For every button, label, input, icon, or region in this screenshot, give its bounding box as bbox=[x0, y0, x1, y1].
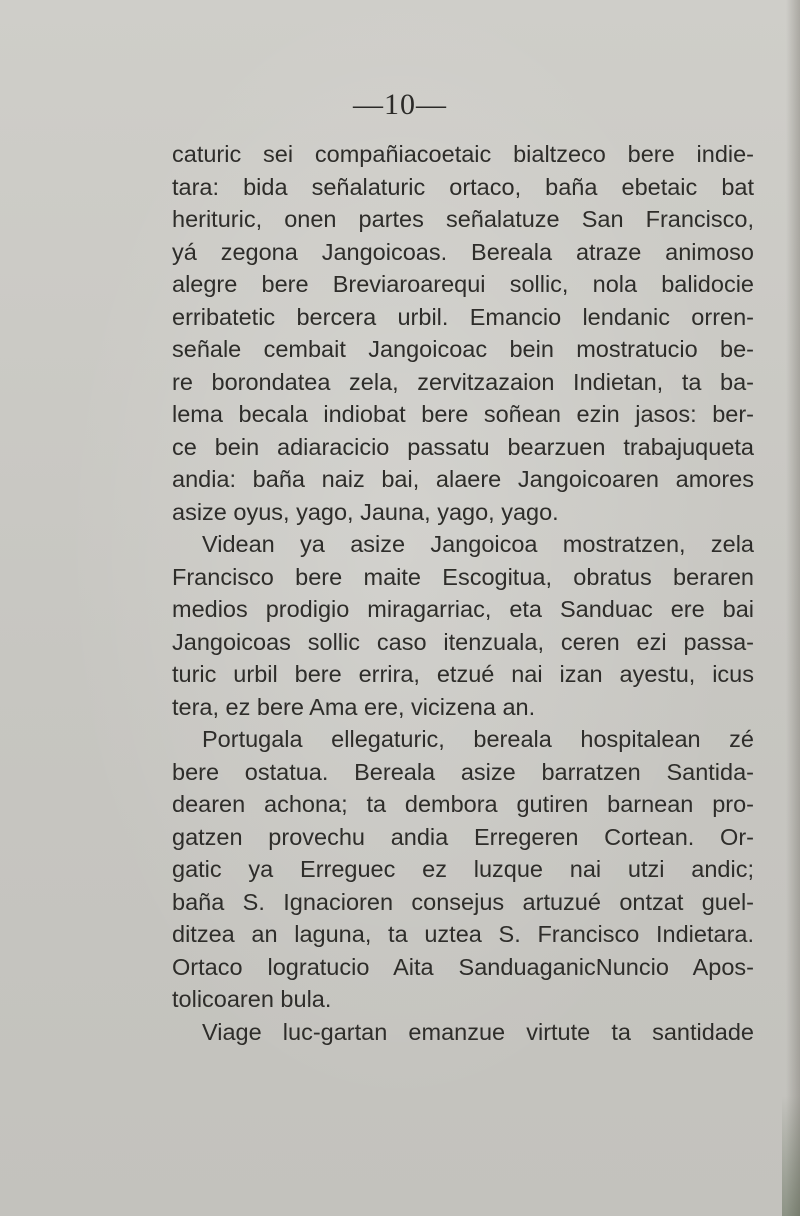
paragraph-end-line: asize oyus, yago, Jauna, yago, yago. bbox=[172, 498, 559, 525]
page-edge-shadow bbox=[786, 0, 800, 1216]
text-line: caturic sei compañiacoetaic bialtzeco bere indie- bbox=[172, 141, 754, 167]
text-line: Ortaco logratucio Aita SanduaganicNuncio Apos- bbox=[172, 953, 754, 980]
text-line: alegre bere Breviaroarequi sollic, nola balidocie bbox=[172, 271, 754, 297]
paragraph-start-line: Portugala ellegaturic, bereala hospitalean zé bbox=[202, 726, 754, 752]
paragraph-start-line: Videan ya asize Jangoicoa mostratzen, zela bbox=[202, 531, 754, 557]
text-line: bere ostatua. Bereala asize barratzen Santida- bbox=[172, 758, 754, 785]
text-line: turic urbil bere errira, etzué nai izan ayestu, icus bbox=[172, 661, 754, 687]
text-line: dearen achona; ta dembora gutiren barnean pro- bbox=[172, 791, 754, 817]
paragraph-end-line: tolicoaren bula. bbox=[172, 986, 332, 1012]
text-line: yá zegona Jangoicoas. Bereala atraze animoso bbox=[172, 238, 754, 265]
text-line: medios prodigio miragarriac, eta Sanduac ere bai bbox=[172, 596, 754, 622]
text-line: baña S. Ignacioren consejus artuzué ontzat guel- bbox=[172, 888, 754, 915]
text-line: señale cembait Jangoicoac bein mostratucio be- bbox=[172, 336, 754, 362]
text-line: gatic ya Erreguec ez luzque nai utzi andic; bbox=[172, 856, 754, 882]
page-corner-stain bbox=[782, 1096, 800, 1216]
text-line: re borondatea zela, zervitzazaion Indietan, ta ba- bbox=[172, 368, 754, 395]
text-line: ditzea an laguna, ta uztea S. Francisco Indietara. bbox=[172, 921, 754, 947]
text-line: herituric, onen partes señalatuze San Francisco, bbox=[172, 206, 754, 232]
text-line: lema becala indiobat bere soñean ezin jasos: ber- bbox=[172, 401, 754, 427]
body-text bbox=[172, 138, 754, 1048]
paragraph-start-line: Viage luc-gartan emanzue virtute ta santidade bbox=[202, 1018, 754, 1045]
text-line: Jangoicoas sollic caso itenzuala, ceren ezi passa- bbox=[172, 628, 754, 655]
paragraph-end-line: tera, ez bere Ama ere, vicizena an. bbox=[172, 693, 536, 720]
text-line: Francisco bere maite Escogitua, obratus beraren bbox=[172, 563, 754, 590]
text-line: gatzen provechu andia Erregeren Cortean. Or- bbox=[172, 823, 754, 850]
text-line: andia: baña naiz bai, alaere Jangoicoaren amores bbox=[172, 466, 754, 492]
text-line: erribatetic bercera urbil. Emancio lendanic orren- bbox=[172, 303, 754, 330]
text-line: tara: bida señalaturic ortaco, baña ebetaic bat bbox=[172, 173, 754, 200]
text-line: ce bein adiaracicio passatu bearzuen trabajuqueta bbox=[172, 433, 754, 460]
page-number: —10— bbox=[353, 88, 447, 121]
